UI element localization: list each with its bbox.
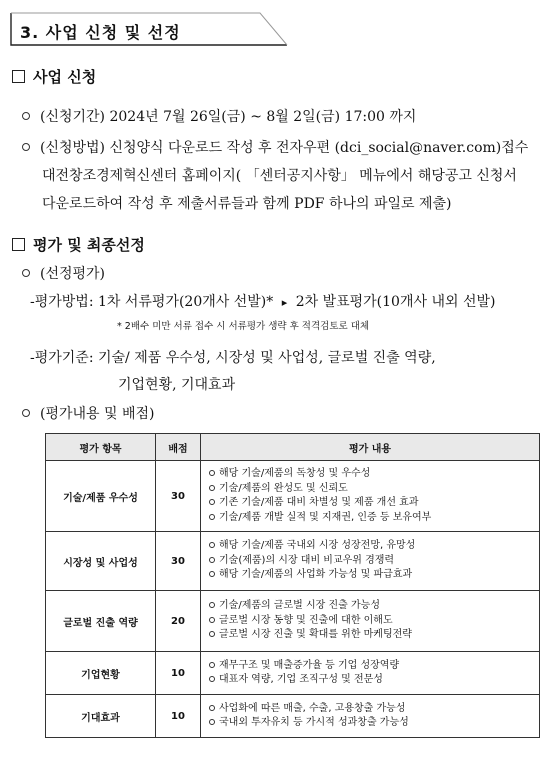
circle-bullet-icon bbox=[22, 409, 30, 417]
small-circle-icon bbox=[209, 719, 215, 725]
content-text: 글로벌 시장 동향 및 진출에 대한 이해도 bbox=[219, 614, 393, 626]
small-circle-icon bbox=[209, 557, 215, 563]
content-line bbox=[209, 599, 531, 614]
evaluation-note: * 2배수 미만 서류 접수 시 서류평가 생략 후 적격검토로 대체 bbox=[117, 321, 370, 332]
small-circle-icon bbox=[209, 617, 215, 623]
content-text: 기존 기술/제품 대비 차별성 및 제품 개선 효과 bbox=[219, 497, 419, 508]
row-item: 기대효과 bbox=[46, 695, 156, 738]
content-text: 기술/제품 개발 실적 및 지재권, 인증 등 보유여부 bbox=[219, 511, 432, 523]
content-line bbox=[209, 659, 531, 674]
heading-evaluation-text: 평가 및 최종선정 bbox=[33, 236, 145, 254]
row-item: 기술/제품 우수성 bbox=[46, 461, 156, 532]
evaluation-method-suffix: 2차 발표평가(10개사 내외 선발) bbox=[295, 294, 496, 310]
content-line bbox=[209, 628, 531, 643]
header-content: 평가 내용 bbox=[201, 434, 540, 461]
table-row bbox=[46, 591, 540, 652]
row-content bbox=[201, 652, 540, 695]
header-score: 배점 bbox=[156, 434, 201, 461]
content-line bbox=[209, 673, 531, 688]
small-circle-icon bbox=[209, 676, 215, 682]
small-circle-icon bbox=[209, 499, 215, 505]
content-text: 해당 기술/제품의 독창성 및 우수성 bbox=[219, 468, 371, 479]
circle-bullet-icon bbox=[22, 112, 30, 120]
square-bullet-icon bbox=[12, 238, 25, 251]
row-item: 기업현황 bbox=[46, 652, 156, 695]
table-header-row bbox=[46, 434, 540, 461]
content-text: 해당 기술/제품 국내외 시장 성장전망, 유망성 bbox=[219, 540, 416, 552]
content-text: 대표자 역량, 기업 조직구성 및 전문성 bbox=[219, 674, 383, 685]
application-method bbox=[22, 137, 528, 157]
evaluation-criteria-line1: -평가기준: 기술/ 제품 우수성, 시장성 및 사업성, 글로벌 진출 역량, bbox=[30, 350, 436, 366]
row-content bbox=[201, 461, 540, 532]
row-item: 글로벌 진출 역량 bbox=[46, 591, 156, 652]
content-text: 기술/제품의 완성도 및 신뢰도 bbox=[219, 482, 348, 494]
table-row bbox=[46, 652, 540, 695]
circle-bullet-icon bbox=[22, 143, 30, 151]
application-period-text: (신청기간) 2024년 7월 26일(금) ~ 8월 2일(금) 17:00 까지 bbox=[40, 109, 417, 125]
application-method-line3: 다운로드하여 작성 후 제출서류들과 함께 PDF 하나의 파일로 제출) bbox=[42, 196, 452, 212]
content-line bbox=[209, 716, 531, 731]
content-text: 재무구조 및 매출증가율 등 기업 성장역량 bbox=[219, 659, 400, 671]
section-title: 3. 사업 신청 및 선정 bbox=[20, 23, 181, 42]
content-line bbox=[209, 702, 531, 717]
application-period bbox=[22, 106, 416, 126]
content-line bbox=[209, 554, 531, 569]
evaluation-criteria-line2: 기업현황, 기대효과 bbox=[118, 377, 236, 393]
arrow-icon: ▸ bbox=[281, 296, 288, 309]
row-score: 10 bbox=[156, 695, 201, 738]
row-score: 30 bbox=[156, 532, 201, 591]
table-row bbox=[46, 695, 540, 738]
content-text: 기술(제품)의 시장 대비 비교우위 경쟁력 bbox=[219, 554, 395, 566]
small-circle-icon bbox=[209, 542, 215, 548]
selection-label bbox=[22, 263, 105, 283]
evaluation-method-prefix: -평가방법: 1차 서류평가(20개사 선발)* bbox=[30, 294, 274, 310]
selection-label-text: (선정평가) bbox=[40, 266, 106, 282]
heading-evaluation bbox=[12, 234, 145, 255]
content-line bbox=[209, 539, 531, 554]
small-circle-icon bbox=[209, 631, 215, 637]
application-method-line1: (신청방법) 신청양식 다운로드 작성 후 전자우편 (dci_social@naver.com)접수 bbox=[40, 140, 529, 156]
small-circle-icon bbox=[209, 662, 215, 668]
row-score: 30 bbox=[156, 461, 201, 532]
small-circle-icon bbox=[209, 602, 215, 608]
table-row bbox=[46, 461, 540, 532]
content-text: 글로벌 시장 진출 및 확대를 위한 마케팅전략 bbox=[219, 629, 412, 641]
heading-application-text: 사업 신청 bbox=[33, 68, 97, 86]
circle-bullet-icon bbox=[22, 269, 30, 277]
square-bullet-icon bbox=[12, 70, 25, 83]
content-line bbox=[209, 496, 531, 511]
content-text: 기술/제품의 글로벌 시장 진출 가능성 bbox=[219, 600, 380, 612]
content-line bbox=[209, 467, 531, 482]
application-method-line2: 대전창조경제혁신센터 홈페이지( 「센터공지사항」 메뉴에서 해당공고 신청서 bbox=[42, 168, 517, 184]
content-text: 사업화에 따른 매출, 수출, 고용창출 가능성 bbox=[219, 702, 406, 714]
header-item: 평가 항목 bbox=[46, 434, 156, 461]
content-text: 해당 기술/제품의 사업화 가능성 및 파급효과 bbox=[219, 569, 413, 581]
evaluation-table bbox=[45, 433, 540, 738]
evaluation-method bbox=[30, 291, 495, 311]
content-label bbox=[22, 403, 155, 423]
row-item: 시장성 및 사업성 bbox=[46, 532, 156, 591]
table-row bbox=[46, 532, 540, 591]
small-circle-icon bbox=[209, 514, 215, 520]
small-circle-icon bbox=[209, 470, 215, 476]
small-circle-icon bbox=[209, 485, 215, 491]
content-label-text: (평가내용 및 배점) bbox=[40, 406, 155, 422]
content-line bbox=[209, 568, 531, 583]
heading-application bbox=[12, 66, 96, 87]
content-line bbox=[209, 614, 531, 629]
row-content bbox=[201, 591, 540, 652]
small-circle-icon bbox=[209, 705, 215, 711]
content-text: 국내외 투자유치 등 가시적 성과창출 가능성 bbox=[219, 717, 409, 728]
small-circle-icon bbox=[209, 571, 215, 577]
row-content bbox=[201, 695, 540, 738]
row-score: 20 bbox=[156, 591, 201, 652]
content-line bbox=[209, 511, 531, 526]
row-score: 10 bbox=[156, 652, 201, 695]
row-content bbox=[201, 532, 540, 591]
content-line bbox=[209, 482, 531, 497]
